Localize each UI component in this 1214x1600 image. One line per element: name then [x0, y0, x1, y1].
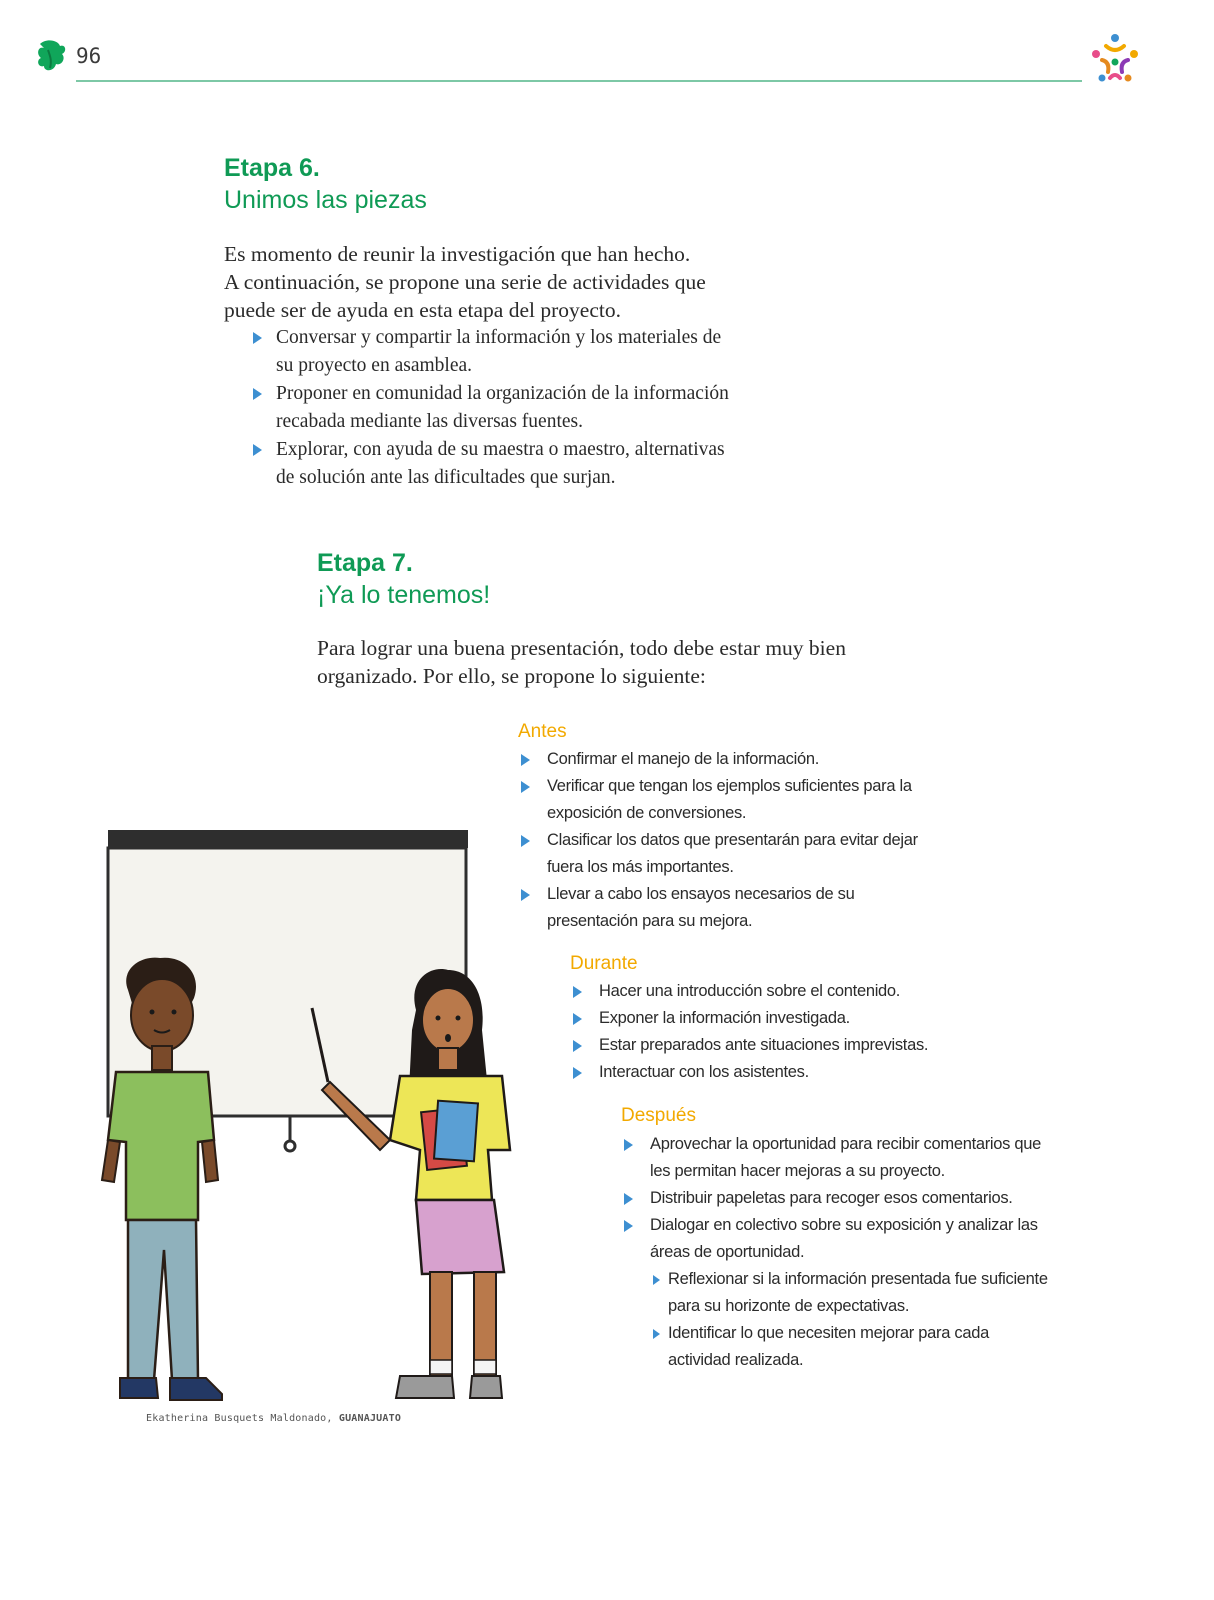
stage6-intro [224, 240, 784, 324]
bullet-arrow-icon [624, 1193, 633, 1205]
bullet-arrow-icon [573, 986, 582, 998]
bullet-arrow-icon [253, 388, 262, 400]
bullet-arrow-icon [253, 444, 262, 456]
stage7-title: Etapa 7. [317, 549, 413, 577]
presentation-illustration [90, 820, 530, 1410]
bullet-arrow-icon [521, 781, 530, 793]
illustration-credit: Ekatherina Busquets Maldonado, GUANAJUATO [146, 1413, 402, 1424]
list-item: Hacer una introducción sobre el contenido. [570, 978, 990, 1005]
antes-list [518, 746, 938, 935]
stage6-title: Etapa 6. [224, 154, 320, 182]
list-item: Exponer la información investigada. [570, 1005, 990, 1032]
list-item: Interactuar con los asistentes. [570, 1059, 990, 1086]
stage7-subtitle: ¡Ya lo tenemos! [317, 581, 491, 609]
stage7-intro-line: organizado. Por ello, se propone lo siguiente: [317, 664, 706, 688]
durante-heading: Durante [570, 953, 638, 974]
bullet-arrow-icon [253, 332, 262, 344]
colorful-figures-logo [1088, 32, 1142, 86]
list-item: Llevar a cabo los ensayos necesarios de su presentación para su mejora. [518, 881, 938, 935]
list-item: Conversar y compartir la información y los materiales de su proyecto en asamblea. [250, 324, 730, 380]
green-leaf-icon [36, 38, 68, 74]
bullet-arrow-icon [573, 1013, 582, 1025]
antes-heading: Antes [518, 721, 567, 742]
header-rule [76, 80, 1082, 82]
bullet-arrow-icon [653, 1329, 660, 1339]
stage6-subtitle: Unimos las piezas [224, 186, 427, 214]
list-sub-item: Reflexionar si la información presentada fue suficiente para su horizonte de expectativas. [621, 1266, 1051, 1320]
list-item: Verificar que tengan los ejemplos suficientes para la exposición de conversiones. [518, 773, 938, 827]
stage7-intro [317, 634, 937, 690]
despues-list [621, 1131, 1051, 1374]
durante-list [570, 978, 990, 1086]
list-item: Confirmar el manejo de la información. [518, 746, 938, 773]
bullet-arrow-icon [624, 1139, 633, 1151]
list-item: Aprovechar la oportunidad para recibir comentarios que les permitan hacer mejoras a su proyecto. [621, 1131, 1051, 1185]
stage7-intro-line: Para lograr una buena presentación, todo debe estar muy bien [317, 636, 846, 660]
stage6-intro-line: puede ser de ayuda en esta etapa del proyecto. [224, 298, 621, 322]
stage6-bullet-list [250, 324, 730, 492]
stage6-intro-line: Es momento de reunir la investigación que han hecho. [224, 242, 691, 266]
bullet-arrow-icon [624, 1220, 633, 1232]
list-item: Clasificar los datos que presentarán para evitar dejar fuera los más importantes. [518, 827, 938, 881]
list-sub-item: Identificar lo que necesiten mejorar para cada actividad realizada. [621, 1320, 1051, 1374]
bullet-arrow-icon [573, 1040, 582, 1052]
stage6-intro-line: A continuación, se propone una serie de actividades que [224, 270, 706, 294]
list-item: Distribuir papeletas para recoger esos comentarios. [621, 1185, 1051, 1212]
page-number: 96 [76, 44, 102, 68]
list-item: Dialogar en colectivo sobre su exposición y analizar las áreas de oportunidad. [621, 1212, 1051, 1266]
list-item: Estar preparados ante situaciones imprevistas. [570, 1032, 990, 1059]
despues-heading: Después [621, 1105, 696, 1126]
bullet-arrow-icon [573, 1067, 582, 1079]
bullet-arrow-icon [653, 1275, 660, 1285]
bullet-arrow-icon [521, 754, 530, 766]
list-item: Explorar, con ayuda de su maestra o maestro, alternativas de solución ante las dificultades que surjan. [250, 436, 730, 492]
list-item: Proponer en comunidad la organización de la información recabada mediante las diversas fuentes. [250, 380, 730, 436]
